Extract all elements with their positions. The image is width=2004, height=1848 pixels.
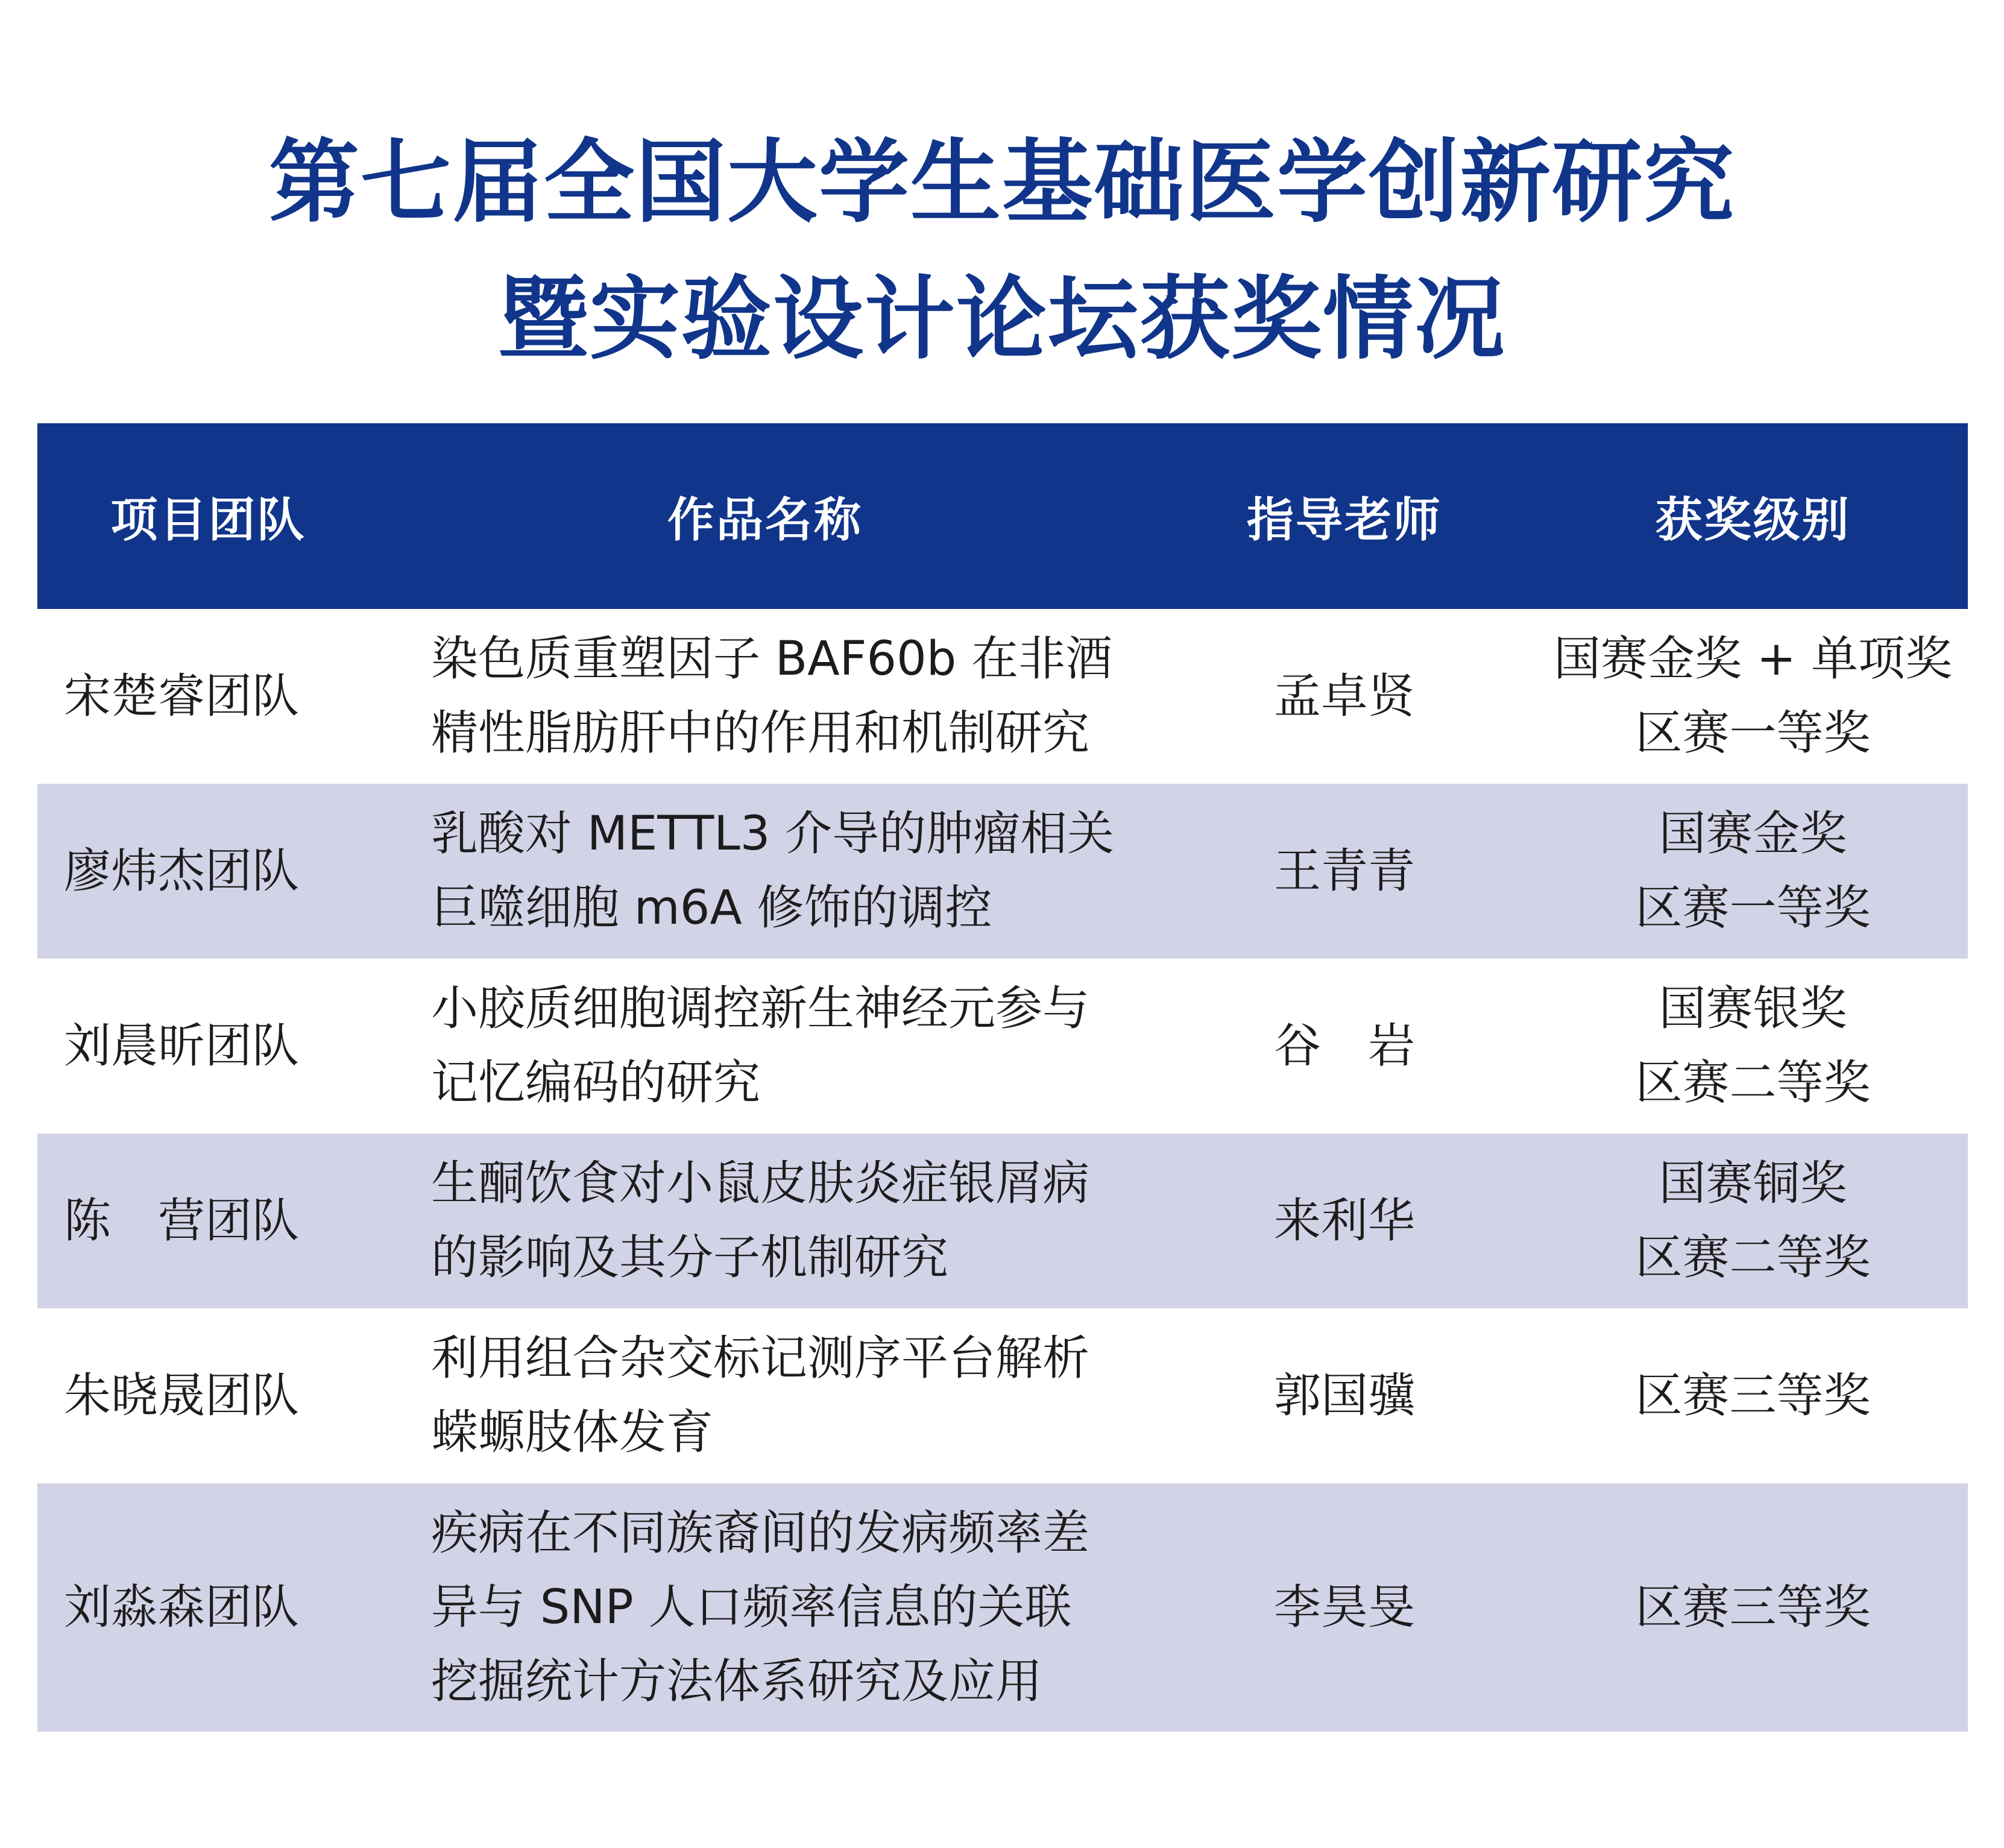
page-title-line-1: 第七届全国大学生基础医学创新研究 — [268, 130, 1735, 235]
award-cell — [1538, 784, 1968, 959]
award-cell — [1538, 1483, 1968, 1732]
award-line: 区赛二等奖 — [1635, 1056, 1871, 1110]
work-line: 的影响及其分子机制研究 — [431, 1231, 949, 1285]
work-cell — [379, 1483, 1151, 1732]
work-line: 染色质重塑因子 BAF60b 在非酒 — [431, 632, 1113, 686]
table-row — [37, 609, 1968, 784]
work-cell — [379, 1134, 1151, 1308]
header-teacher: 指导老师 — [1246, 493, 1442, 547]
team-cell: 廖炜杰团队 — [64, 844, 300, 898]
header-row — [37, 423, 1968, 609]
work-line: 生酮饮食对小鼠皮肤炎症银屑病 — [431, 1156, 1090, 1211]
work-line: 精性脂肪肝中的作用和机制研究 — [431, 706, 1090, 760]
award-line: 区赛一等奖 — [1635, 881, 1871, 935]
table-body — [37, 609, 1968, 1732]
awards-table — [37, 423, 1968, 1732]
header-work: 作品名称 — [667, 493, 863, 547]
teacher-cell: 李昊旻 — [1273, 1580, 1415, 1635]
work-line: 利用组合杂交标记测序平台解析 — [431, 1331, 1090, 1386]
work-cell — [379, 1308, 1151, 1483]
table-row — [37, 959, 1968, 1134]
award-line: 国赛金奖 — [1659, 807, 1847, 861]
teacher-cell: 谷 岩 — [1273, 1018, 1415, 1073]
award-cell — [1538, 609, 1968, 784]
work-line: 挖掘统计方法体系研究及应用 — [431, 1654, 1043, 1709]
team-cell: 刘晨昕团队 — [64, 1018, 300, 1073]
table-row — [37, 1308, 1968, 1483]
work-line: 疾病在不同族裔间的发病频率差 — [431, 1506, 1090, 1560]
table-header — [37, 423, 1968, 609]
award-line: 国赛银奖 — [1659, 982, 1847, 1036]
award-line: 区赛三等奖 — [1635, 1580, 1871, 1635]
award-cell — [1538, 1134, 1968, 1308]
table-row — [37, 784, 1968, 959]
team-cell: 刘淼森团队 — [64, 1580, 300, 1635]
award-line: 区赛一等奖 — [1635, 706, 1871, 760]
work-line: 蝾螈肢体发育 — [431, 1405, 714, 1460]
team-cell: 朱晓晟团队 — [64, 1368, 300, 1423]
teacher-cell: 王青青 — [1273, 844, 1415, 898]
teacher-cell: 来利华 — [1273, 1193, 1415, 1248]
award-line: 区赛三等奖 — [1635, 1368, 1871, 1423]
award-cell — [1538, 959, 1968, 1134]
header-team: 项目团队 — [110, 493, 306, 547]
work-cell — [379, 959, 1151, 1134]
page-title-line-2: 暨实验设计论坛获奖情况 — [497, 267, 1506, 372]
table-row — [37, 1483, 1968, 1732]
header-award: 获奖级别 — [1655, 493, 1851, 547]
work-line: 异与 SNP 人口频率信息的关联 — [431, 1580, 1072, 1635]
team-cell: 宋楚睿团队 — [64, 669, 300, 724]
work-cell — [379, 784, 1151, 959]
work-cell — [379, 609, 1151, 784]
teacher-cell: 孟卓贤 — [1273, 669, 1415, 724]
award-cell — [1538, 1308, 1968, 1483]
teacher-cell: 郭国骥 — [1273, 1368, 1415, 1423]
work-line: 巨噬细胞 m6A 修饰的调控 — [431, 881, 992, 935]
work-line: 小胶质细胞调控新生神经元参与 — [431, 982, 1090, 1036]
table-row — [37, 1134, 1968, 1308]
award-line: 国赛铜奖 — [1659, 1156, 1847, 1211]
award-line: 区赛二等奖 — [1635, 1231, 1871, 1285]
work-line: 记忆编码的研究 — [431, 1056, 761, 1110]
team-cell: 陈 营团队 — [64, 1193, 300, 1248]
award-line: 国赛金奖 + 单项奖 — [1554, 632, 1952, 686]
work-line: 乳酸对 METTL3 介导的肿瘤相关 — [431, 807, 1115, 861]
